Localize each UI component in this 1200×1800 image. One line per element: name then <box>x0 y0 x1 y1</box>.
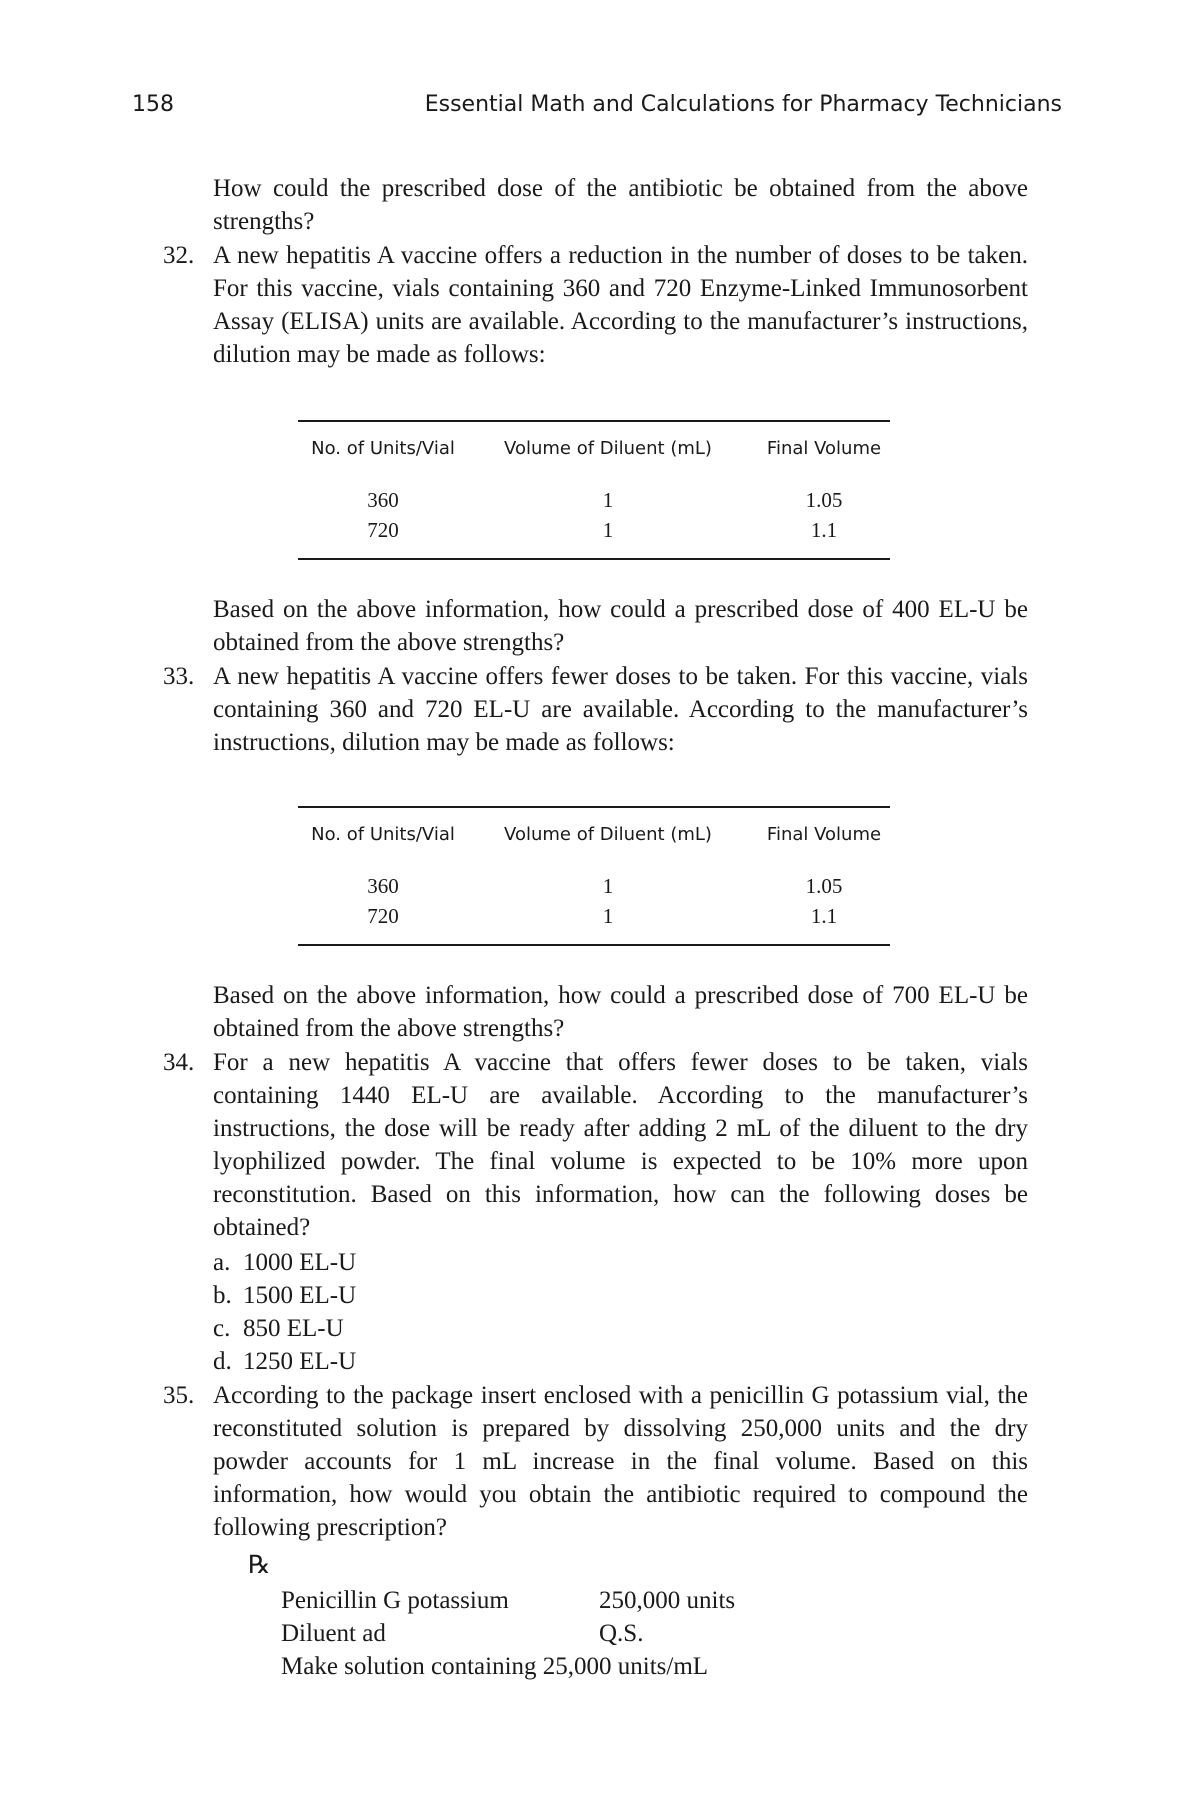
question-text: A new hepatitis A vaccine offers a reduction in the number of doses to be taken. For this vaccine, vials containing 360 and 720 Enzyme-Linked Immunosorbent Assay (ELISA) units are available. According to the manufacturer’s instructions, dilution may be made as follows: <box>213 242 1028 368</box>
item-label: c. <box>213 1315 231 1342</box>
prescription-item: Diluent ad <box>281 1620 386 1647</box>
prescription-line <box>281 1617 881 1650</box>
table-cell: 1 <box>602 518 614 542</box>
dilution-table-32 <box>298 420 890 560</box>
prescription-item: Penicillin G potassium <box>281 1587 509 1614</box>
list-item <box>213 1279 356 1312</box>
item-text: 1250 EL-U <box>243 1348 357 1375</box>
table-cell: 1 <box>602 874 614 898</box>
table-cell: 1.1 <box>810 518 838 542</box>
prescription-amount: Q.S. <box>599 1620 644 1647</box>
item-text: 1000 EL-U <box>243 1249 357 1276</box>
question-number: 35. <box>163 1382 195 1409</box>
prescription-amount: 250,000 units <box>599 1587 736 1614</box>
question-text: A new hepatitis A vaccine offers fewer doses to be taken. For this vaccine, vials containing 360 and 720 EL-U are available. According to the manufacturer’s instructions, dilution may be made as follows: <box>213 663 1028 756</box>
followup-32: Based on the above information, how could a prescribed dose of 400 EL-U be obtained from the above strengths? <box>213 596 1028 656</box>
list-item <box>213 1246 356 1279</box>
table-cell: 1 <box>602 904 614 928</box>
prescription-symbol: ℞ <box>248 1552 271 1579</box>
list-item <box>213 1312 344 1345</box>
item-label: d. <box>213 1348 232 1375</box>
prescription-note: Make solution containing 25,000 units/mL <box>281 1653 709 1680</box>
table-cell: 720 <box>367 518 399 542</box>
col-header-units: No. of Units/Vial <box>311 438 455 459</box>
table-cell: 1.05 <box>805 488 843 512</box>
page-number: 158 <box>132 92 174 117</box>
followup-33: Based on the above information, how could a prescribed dose of 700 EL-U be obtained from the above strengths? <box>213 982 1028 1042</box>
item-label: a. <box>213 1249 231 1276</box>
item-text: 850 EL-U <box>243 1315 344 1342</box>
table-cell: 360 <box>367 488 399 512</box>
question-text: For a new hepatitis A vaccine that offers fewer doses to be taken, vials containing 1440 EL-U are available. According to the manufacturer’s instructions, the dose will be ready after adding 2 mL of the diluent to the dry lyophilized powder. The final volume is expected to be 10% more upon reconstitution. Based on this information, how can the following doses be obtained? <box>213 1049 1028 1241</box>
list-item <box>213 1345 356 1378</box>
col-header-units: No. of Units/Vial <box>311 824 455 845</box>
question-text: According to the package insert enclosed with a penicillin G potassium vial, the reconstituted solution is prepared by dissolving 250,000 units and the dry powder accounts for 1 mL increase in the final volume. Based on this information, how would you obtain the antibiotic required to compound the following prescription? <box>213 1382 1028 1541</box>
item-text: 1500 EL-U <box>243 1282 357 1309</box>
table-cell: 360 <box>367 874 399 898</box>
question-number: 33. <box>163 663 195 690</box>
dilution-table-33 <box>298 806 890 946</box>
intro-paragraph: How could the prescribed dose of the antibiotic be obtained from the above strengths? <box>213 175 1028 235</box>
col-header-diluent: Volume of Diluent (mL) <box>504 824 712 845</box>
table-cell: 1.05 <box>805 874 843 898</box>
col-header-final: Final Volume <box>766 438 882 459</box>
table-cell: 1 <box>602 488 614 512</box>
item-label: b. <box>213 1282 232 1309</box>
question-number: 34. <box>163 1049 195 1076</box>
col-header-diluent: Volume of Diluent (mL) <box>504 438 712 459</box>
table-cell: 1.1 <box>810 904 838 928</box>
prescription-line <box>281 1584 881 1617</box>
running-head <box>132 92 1062 126</box>
table-cell: 720 <box>367 904 399 928</box>
book-title: Essential Math and Calculations for Pharmacy Technicians <box>424 92 1062 117</box>
col-header-final: Final Volume <box>766 824 882 845</box>
question-number: 32. <box>163 242 195 269</box>
